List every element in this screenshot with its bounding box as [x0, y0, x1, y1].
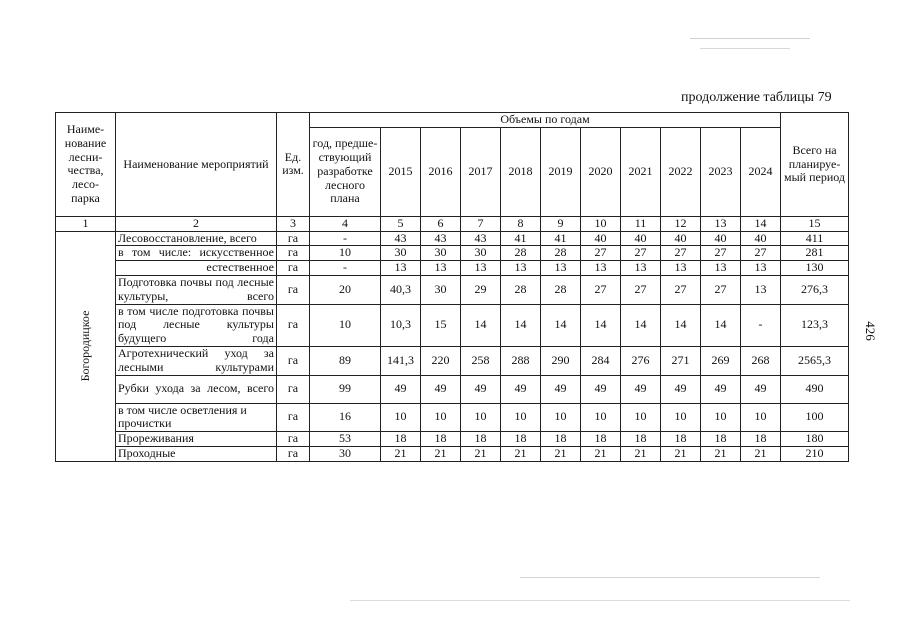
year-value: 27: [621, 275, 661, 304]
year-value: 10: [741, 403, 781, 432]
year-value: 43: [461, 231, 501, 246]
table-row: [56, 261, 849, 276]
activity-name: Рубки ухода за лесом, всего: [116, 375, 277, 403]
header-year: 2021: [621, 127, 661, 216]
year-value: 14: [501, 304, 541, 346]
year-value: 27: [741, 246, 781, 261]
table-row: [56, 375, 849, 403]
year-value: 27: [581, 275, 621, 304]
year-value: 13: [541, 261, 581, 276]
year-value: 49: [661, 375, 701, 403]
column-number: 3: [277, 216, 310, 231]
activity-name: Лесовосстановление, всего: [116, 231, 277, 246]
header-total: Всего на планируе-мый период: [781, 113, 849, 217]
year-value: 21: [581, 446, 621, 461]
year-value: 13: [701, 261, 741, 276]
year-value: -: [741, 304, 781, 346]
year-value: 49: [501, 375, 541, 403]
year-value: 13: [621, 261, 661, 276]
forestry-name: Богородицкое: [77, 310, 92, 382]
activity-name: Прореживания: [116, 432, 277, 447]
prev-year-value: 10: [310, 246, 381, 261]
year-value: 40: [621, 231, 661, 246]
year-value: 284: [581, 346, 621, 375]
column-number: 2: [116, 216, 277, 231]
year-value: 28: [501, 246, 541, 261]
table-row: [56, 446, 849, 461]
column-number: 11: [621, 216, 661, 231]
column-number: 5: [381, 216, 421, 231]
total-value: 180: [781, 432, 849, 447]
year-value: 30: [421, 246, 461, 261]
header-year: 2019: [541, 127, 581, 216]
year-value: 18: [701, 432, 741, 447]
year-value: 49: [741, 375, 781, 403]
table-row: [56, 403, 849, 432]
year-value: 21: [421, 446, 461, 461]
column-number: 4: [310, 216, 381, 231]
year-value: 10: [621, 403, 661, 432]
year-value: 21: [701, 446, 741, 461]
year-value: 21: [661, 446, 701, 461]
year-value: 141,3: [381, 346, 421, 375]
year-value: 40: [661, 231, 701, 246]
forest-plan-table: [55, 112, 849, 462]
year-value: 10: [421, 403, 461, 432]
year-value: 27: [621, 246, 661, 261]
year-value: 40: [581, 231, 621, 246]
year-value: 21: [541, 446, 581, 461]
header-year: 2018: [501, 127, 541, 216]
prev-year-value: 99: [310, 375, 381, 403]
year-value: 13: [581, 261, 621, 276]
unit-cell: га: [277, 275, 310, 304]
total-value: 281: [781, 246, 849, 261]
year-value: 30: [421, 275, 461, 304]
header-prev-year: год, предше-ствующий разработке лесного плана: [310, 127, 381, 216]
year-value: 13: [661, 261, 701, 276]
total-value: 123,3: [781, 304, 849, 346]
year-value: 220: [421, 346, 461, 375]
year-value: 28: [541, 275, 581, 304]
header-unit: Ед. изм.: [277, 113, 310, 217]
prev-year-value: 89: [310, 346, 381, 375]
year-value: 21: [381, 446, 421, 461]
year-value: 49: [461, 375, 501, 403]
year-value: 14: [461, 304, 501, 346]
prev-year-value: 10: [310, 304, 381, 346]
year-value: 10: [381, 403, 421, 432]
year-value: 269: [701, 346, 741, 375]
year-value: 10: [661, 403, 701, 432]
column-number: 13: [701, 216, 741, 231]
year-value: 41: [541, 231, 581, 246]
header-volumes: Объемы по годам: [310, 113, 781, 128]
year-value: 43: [381, 231, 421, 246]
prev-year-value: 30: [310, 446, 381, 461]
total-value: 490: [781, 375, 849, 403]
prev-year-value: -: [310, 261, 381, 276]
column-number: 14: [741, 216, 781, 231]
year-value: 276: [621, 346, 661, 375]
year-value: 14: [701, 304, 741, 346]
activity-name: в том числе осветления и прочистки: [116, 403, 277, 432]
year-value: 290: [541, 346, 581, 375]
year-value: 49: [701, 375, 741, 403]
year-value: 18: [581, 432, 621, 447]
year-value: 28: [501, 275, 541, 304]
header-activity: Наименование мероприятий: [116, 113, 277, 217]
year-value: 288: [501, 346, 541, 375]
year-value: 14: [581, 304, 621, 346]
year-value: 13: [421, 261, 461, 276]
prev-year-value: 20: [310, 275, 381, 304]
table-row: [56, 246, 849, 261]
year-value: 18: [621, 432, 661, 447]
year-value: 40: [701, 231, 741, 246]
year-value: 10,3: [381, 304, 421, 346]
table-row: [56, 231, 849, 246]
table-continuation-caption: продолжение таблицы 79: [681, 90, 832, 105]
year-value: 29: [461, 275, 501, 304]
year-value: 21: [621, 446, 661, 461]
total-value: 100: [781, 403, 849, 432]
unit-cell: га: [277, 304, 310, 346]
activity-name: естественное: [116, 261, 277, 276]
year-value: 18: [381, 432, 421, 447]
year-value: 13: [381, 261, 421, 276]
year-value: 10: [701, 403, 741, 432]
activity-name: Проходные: [116, 446, 277, 461]
activity-name: в том числе подготовка почвы под лесные культуры будущего года: [116, 304, 277, 346]
table-row: [56, 432, 849, 447]
unit-cell: га: [277, 375, 310, 403]
year-value: 49: [541, 375, 581, 403]
header-year: 2024: [741, 127, 781, 216]
column-number: 15: [781, 216, 849, 231]
year-value: 10: [541, 403, 581, 432]
column-number: 8: [501, 216, 541, 231]
year-value: 13: [741, 261, 781, 276]
header-year: 2023: [701, 127, 741, 216]
year-value: 18: [541, 432, 581, 447]
year-value: 14: [541, 304, 581, 346]
unit-cell: га: [277, 261, 310, 276]
unit-cell: га: [277, 246, 310, 261]
year-value: 40: [741, 231, 781, 246]
year-value: 14: [621, 304, 661, 346]
year-value: 18: [501, 432, 541, 447]
total-value: 276,3: [781, 275, 849, 304]
year-value: 10: [461, 403, 501, 432]
year-value: 27: [661, 246, 701, 261]
year-value: 49: [621, 375, 661, 403]
column-number-row: [56, 216, 849, 231]
prev-year-value: 16: [310, 403, 381, 432]
header-year: 2016: [421, 127, 461, 216]
year-value: 28: [541, 246, 581, 261]
forestry-name-cell: [56, 231, 116, 461]
column-number: 1: [56, 216, 116, 231]
total-value: 210: [781, 446, 849, 461]
table-row: [56, 304, 849, 346]
unit-cell: га: [277, 446, 310, 461]
year-value: 13: [461, 261, 501, 276]
year-value: 41: [501, 231, 541, 246]
year-value: 40,3: [381, 275, 421, 304]
header-forestry: Наиме-нование лесни-чества, лесо-парка: [56, 113, 116, 217]
table-row: [56, 275, 849, 304]
unit-cell: га: [277, 403, 310, 432]
header-year: 2020: [581, 127, 621, 216]
year-value: 15: [421, 304, 461, 346]
year-value: 21: [741, 446, 781, 461]
year-value: 271: [661, 346, 701, 375]
year-value: 18: [661, 432, 701, 447]
activity-name: в том числе: искусственное: [116, 246, 277, 261]
activity-name: Агротехнический уход за лесными культурами: [116, 346, 277, 375]
year-value: 27: [701, 246, 741, 261]
year-value: 43: [421, 231, 461, 246]
year-value: 49: [421, 375, 461, 403]
year-value: 18: [421, 432, 461, 447]
year-value: 258: [461, 346, 501, 375]
year-value: 13: [501, 261, 541, 276]
prev-year-value: 53: [310, 432, 381, 447]
header-year: 2015: [381, 127, 421, 216]
year-value: 30: [461, 246, 501, 261]
year-value: 18: [741, 432, 781, 447]
column-number: 7: [461, 216, 501, 231]
year-value: 27: [581, 246, 621, 261]
column-number: 9: [541, 216, 581, 231]
total-value: 2565,3: [781, 346, 849, 375]
year-value: 21: [501, 446, 541, 461]
table-row: [56, 346, 849, 375]
year-value: 27: [661, 275, 701, 304]
year-value: 10: [581, 403, 621, 432]
year-value: 268: [741, 346, 781, 375]
year-value: 49: [581, 375, 621, 403]
year-value: 21: [461, 446, 501, 461]
year-value: 14: [661, 304, 701, 346]
header-year: 2017: [461, 127, 501, 216]
prev-year-value: -: [310, 231, 381, 246]
column-number: 10: [581, 216, 621, 231]
total-value: 411: [781, 231, 849, 246]
column-number: 12: [661, 216, 701, 231]
year-value: 10: [501, 403, 541, 432]
year-value: 18: [461, 432, 501, 447]
year-value: 49: [381, 375, 421, 403]
year-value: 30: [381, 246, 421, 261]
unit-cell: га: [277, 231, 310, 246]
header-year: 2022: [661, 127, 701, 216]
year-value: 27: [701, 275, 741, 304]
activity-name: Подготовка почвы под лесные культуры, всего: [116, 275, 277, 304]
unit-cell: га: [277, 346, 310, 375]
total-value: 130: [781, 261, 849, 276]
year-value: 13: [741, 275, 781, 304]
page-number: 426: [862, 321, 878, 341]
column-number: 6: [421, 216, 461, 231]
unit-cell: га: [277, 432, 310, 447]
